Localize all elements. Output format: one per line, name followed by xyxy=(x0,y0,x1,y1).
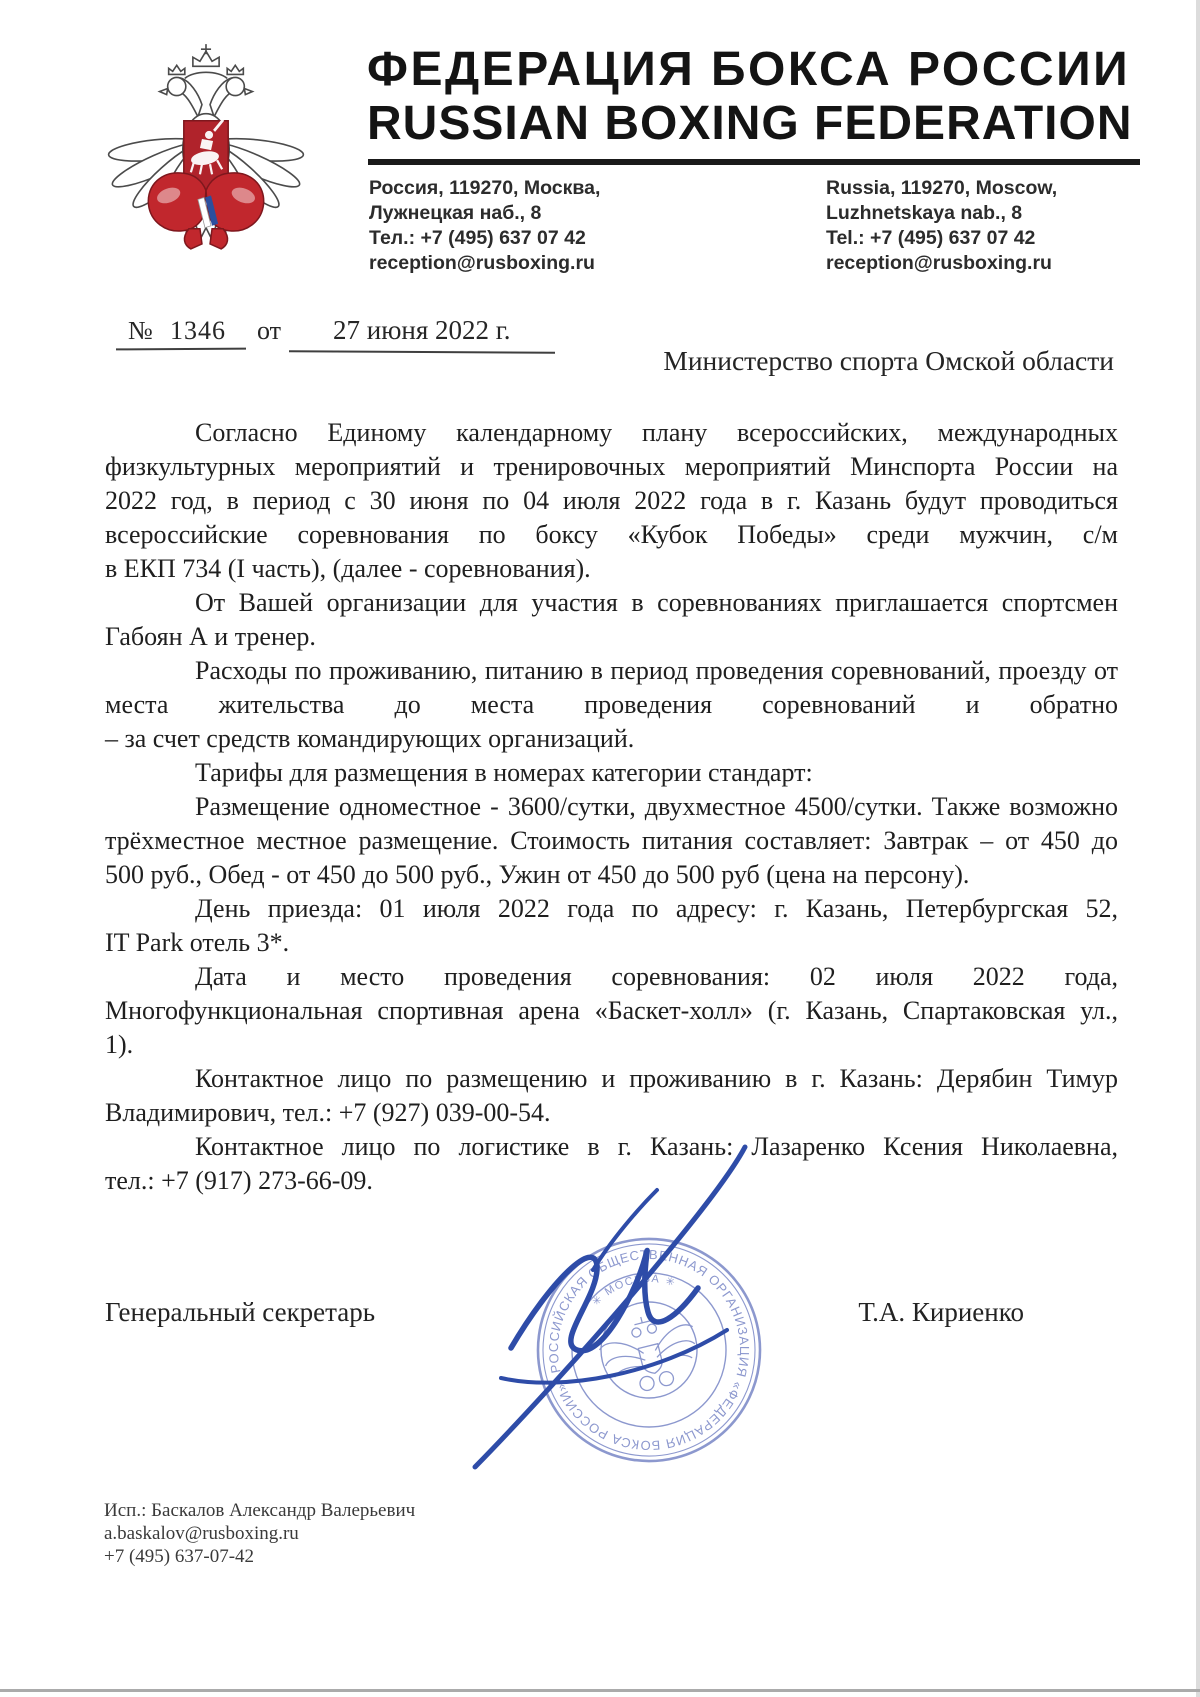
header-divider xyxy=(368,159,1140,165)
handwritten-signature xyxy=(443,1120,778,1485)
address-line: Россия, 119270, Москва, xyxy=(369,177,601,199)
ref-from-label: от xyxy=(257,316,282,345)
stamp-top-text: ✳ МОСКВА ✳ xyxy=(590,1272,678,1309)
address-line: Tel.: +7 (495) 637 07 42 xyxy=(826,227,1036,249)
body-paragraphs xyxy=(105,416,1118,1198)
body-line: IT Park отель 3*. xyxy=(105,928,290,957)
ref-number-underline xyxy=(116,348,246,351)
stamp-ring-text: РОССИЙСКАЯ ОБЩЕСТВЕННАЯ ОРГАНИЗАЦИЯ «ФЕДЕРАЦИЯ БОКСА РОССИИ» xyxy=(545,1246,753,1454)
ref-number-sign: № xyxy=(128,316,153,345)
body-line: День приезда: 01 июля 2022 года по адресу: г. Казань, Петербургская 52, xyxy=(195,894,1118,923)
body-line: в ЕКП 734 (I часть), (далее - соревнования). xyxy=(105,554,591,583)
body-line: От Вашей организации для участия в соревнованиях приглашается спортсмен xyxy=(195,588,1118,617)
scan-edge-bottom xyxy=(0,1689,1200,1692)
org-title-ru: ФЕДЕРАЦИЯ БОКСА РОССИИ xyxy=(367,43,1131,96)
executor-footer xyxy=(104,1499,415,1568)
ref-date: 27 июня 2022 г. xyxy=(333,315,511,345)
scan-edge-right xyxy=(1196,0,1200,1697)
signer-name: Т.А. Кириенко xyxy=(858,1297,1024,1327)
body-line: Расходы по проживанию, питанию в период проведения соревнований, проезду от xyxy=(195,656,1118,685)
address-line: Luzhnetskaya nab., 8 xyxy=(826,202,1023,224)
body-line: места жительства до места проведения соревнований и обратно xyxy=(105,690,1118,719)
body-line: – за счет средств командирующих организаций. xyxy=(105,724,635,753)
address-line: Тел.: +7 (495) 637 07 42 xyxy=(369,227,586,249)
ref-number: 1346 xyxy=(170,316,226,345)
body-line: 1). xyxy=(105,1030,134,1059)
address-line: reception@rusboxing.ru xyxy=(826,252,1052,274)
body-line: Владимирович, тел.: +7 (927) 039-00-54. xyxy=(105,1098,551,1127)
body-line: всероссийские соревнования по боксу «Кубок Победы» среди мужчин, с/м xyxy=(105,520,1118,549)
ref-date-underline xyxy=(289,350,555,353)
executor-name: Исп.: Баскалов Александр Валерьевич xyxy=(104,1500,416,1521)
rbf-double-eagle-logo xyxy=(104,32,308,254)
body-line: Размещение одноместное - 3600/сутки, двухместное 4500/сутки. Также возможно xyxy=(195,792,1118,821)
signer-position: Генеральный секретарь xyxy=(105,1297,376,1327)
executor-phone: +7 (495) 637-07-42 xyxy=(104,1546,255,1567)
body-line: Согласно Единому календарному плану всероссийских, международных xyxy=(195,418,1118,447)
addressee: Министерство спорта Омской области xyxy=(663,345,1114,376)
body-line: Тарифы для размещения в номерах категории стандарт: xyxy=(195,758,813,787)
executor-email: a.baskalov@rusboxing.ru xyxy=(104,1523,299,1544)
body-line: трёхместное местное размещение. Стоимость питания составляет: Завтрак – от 450 до xyxy=(105,826,1118,855)
body-line: Контактное лицо по логистике в г. Казань: Лазаренко Ксения Николаевна, xyxy=(195,1132,1118,1161)
body-line: 2022 год, в период с 30 июня по 04 июля 2022 года в г. Казань будут проводиться xyxy=(105,486,1118,515)
address-line: reception@rusboxing.ru xyxy=(369,252,595,274)
org-title-en: RUSSIAN BOXING FEDERATION xyxy=(367,97,1133,150)
body-line: Дата и место проведения соревнования: 02 июля 2022 года, xyxy=(195,962,1118,991)
body-line: Контактное лицо по размещению и проживанию в г. Казань: Дерябин Тимур xyxy=(195,1064,1118,1093)
address-block-en xyxy=(826,176,1057,276)
address-line: Лужнецкая наб., 8 xyxy=(369,202,542,224)
address-line: Russia, 119270, Moscow, xyxy=(826,177,1058,199)
body-line: физкультурных мероприятий и тренировочных мероприятий Минспорта России на xyxy=(105,452,1118,481)
address-block-ru xyxy=(369,176,600,276)
body-line: 500 руб., Обед - от 450 до 500 руб., Ужин от 450 до 500 руб (цена на персону). xyxy=(105,860,970,889)
body-line: Габоян А и тренер. xyxy=(105,622,316,651)
body-line: тел.: +7 (917) 273-66-09. xyxy=(105,1166,373,1195)
body-line: Многофункциональная спортивная арена «Баскет-холл» (г. Казань, Спартаковская ул., xyxy=(105,996,1118,1025)
